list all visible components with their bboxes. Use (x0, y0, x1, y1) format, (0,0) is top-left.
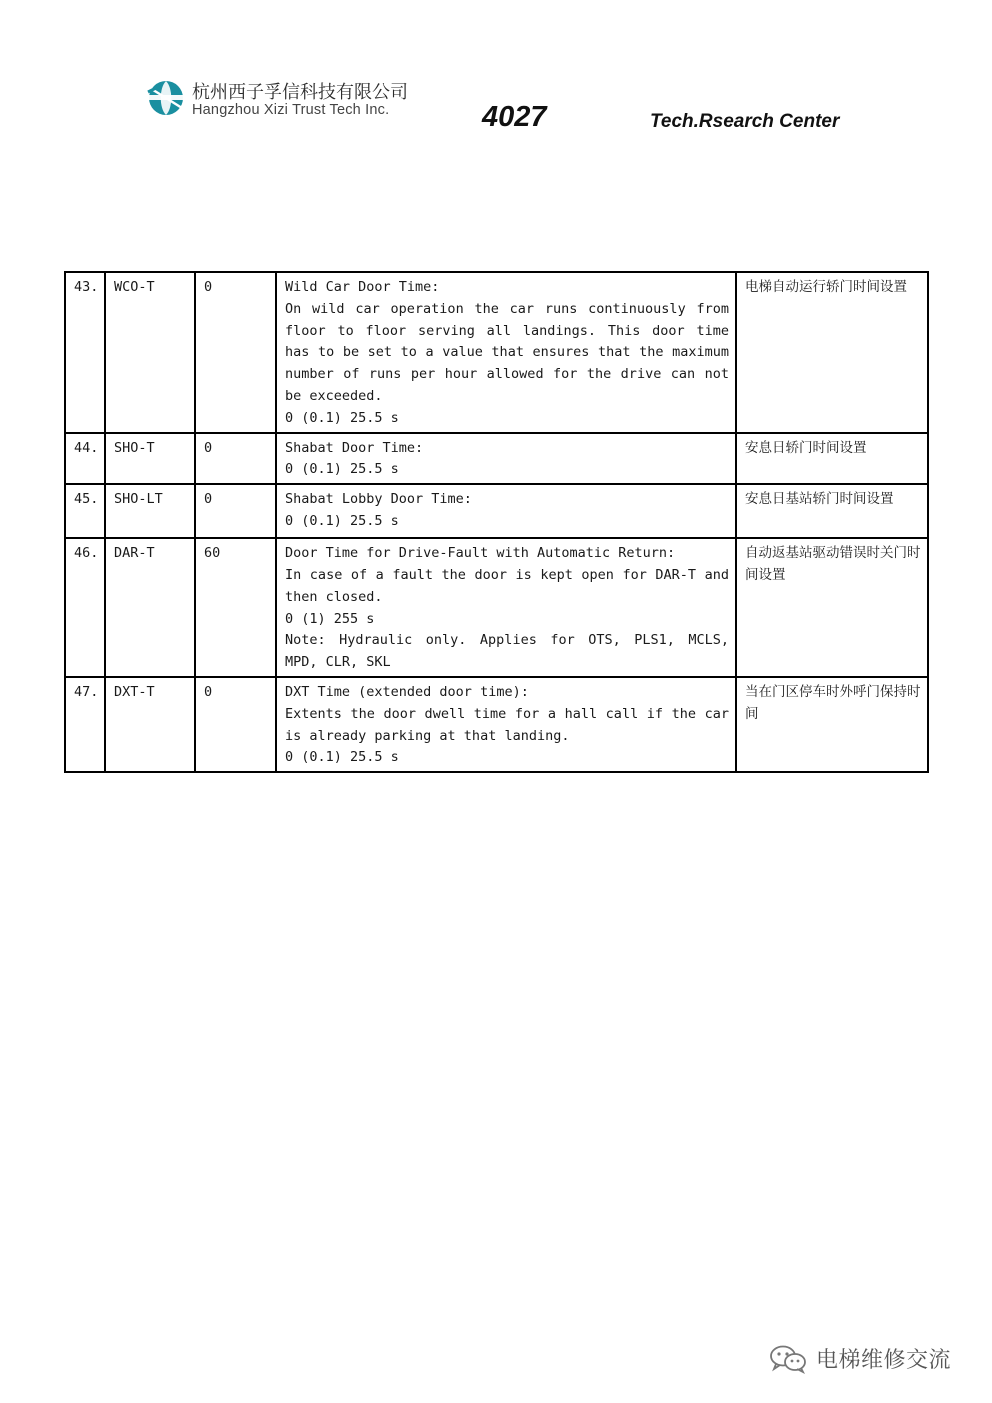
default-value: 0 (195, 484, 276, 538)
table-row (65, 433, 928, 485)
description-line: Shabat Door Time: (285, 439, 424, 456)
company-logo (140, 74, 408, 128)
document-number: 4027 (482, 101, 547, 133)
table-row (65, 538, 928, 677)
description-line: Shabat Lobby Door Time: (285, 491, 472, 508)
table-row (65, 484, 928, 538)
company-name-cn: 杭州西子孚信科技有限公司 (192, 82, 408, 103)
company-name-en: Hangzhou Xizi Trust Tech Inc. (192, 102, 390, 118)
parameter-code: DXT-T (105, 677, 195, 772)
parameter-table (64, 271, 929, 773)
default-value: 0 (195, 433, 276, 485)
row-number: 46. (65, 538, 105, 677)
row-number: 44. (65, 433, 105, 485)
parameter-code: SHO-T (105, 433, 195, 485)
wechat-icon (768, 1344, 808, 1374)
row-number: 43. (65, 272, 105, 433)
watermark-text: 电梯维修交流 (816, 1348, 952, 1373)
chinese-description: 自动返基站驱动错误时关门时间设置 (736, 538, 928, 677)
parameter-description (276, 484, 736, 538)
parameter-description (276, 538, 736, 677)
description-line: 0 (0.1) 25.5 s (285, 461, 399, 478)
parameter-description (276, 433, 736, 485)
chinese-description: 当在门区停车时外呼门保持时间 (736, 677, 928, 772)
default-value: 0 (195, 272, 276, 433)
chinese-description: 安息日轿门时间设置 (736, 433, 928, 485)
description-line: Door Time for Drive-Fault with Automatic Return: (285, 545, 676, 562)
description-line: 0 (0.1) 25.5 s (285, 512, 399, 529)
row-number: 45. (65, 484, 105, 538)
research-center-title: Tech.Rsearch Center (650, 111, 840, 132)
table-row (65, 272, 928, 433)
default-value: 0 (195, 677, 276, 772)
parameter-code: DAR-T (105, 538, 195, 677)
row-number: 47. (65, 677, 105, 772)
table-row (65, 677, 928, 772)
description-line: Extents the door dwell time for a hall call if the car is already parking at that landing. (285, 705, 729, 744)
globe-logo-icon (146, 78, 186, 118)
description-line: In case of a fault the door is kept open for DAR-T and then closed. (285, 566, 729, 605)
parameter-description (276, 677, 736, 772)
description-line: Note: Hydraulic only. Applies for OTS, PLS1, MCLS, MPD, CLR, SKL (285, 632, 729, 671)
parameter-code: SHO-LT (105, 484, 195, 538)
chinese-description: 安息日基站轿门时间设置 (736, 484, 928, 538)
description-line: 0 (0.1) 25.5 s (285, 409, 399, 426)
parameter-table-body (65, 272, 928, 772)
description-line: DXT Time (extended door time): (285, 683, 529, 700)
description-line: 0 (0.1) 25.5 s (285, 749, 399, 766)
parameter-description (276, 272, 736, 433)
default-value: 60 (195, 538, 276, 677)
description-line: 0 (1) 255 s (285, 610, 375, 627)
description-line: On wild car operation the car runs continuously from floor to floor serving all landings. This door time has to be set to a value that ensures that the maximum number of runs per hour allowed for the drive can not be exceeded. (285, 300, 729, 404)
chinese-description: 电梯自动运行轿门时间设置 (736, 272, 928, 433)
parameter-code: WCO-T (105, 272, 195, 433)
description-line: Wild Car Door Time: (285, 279, 440, 295)
